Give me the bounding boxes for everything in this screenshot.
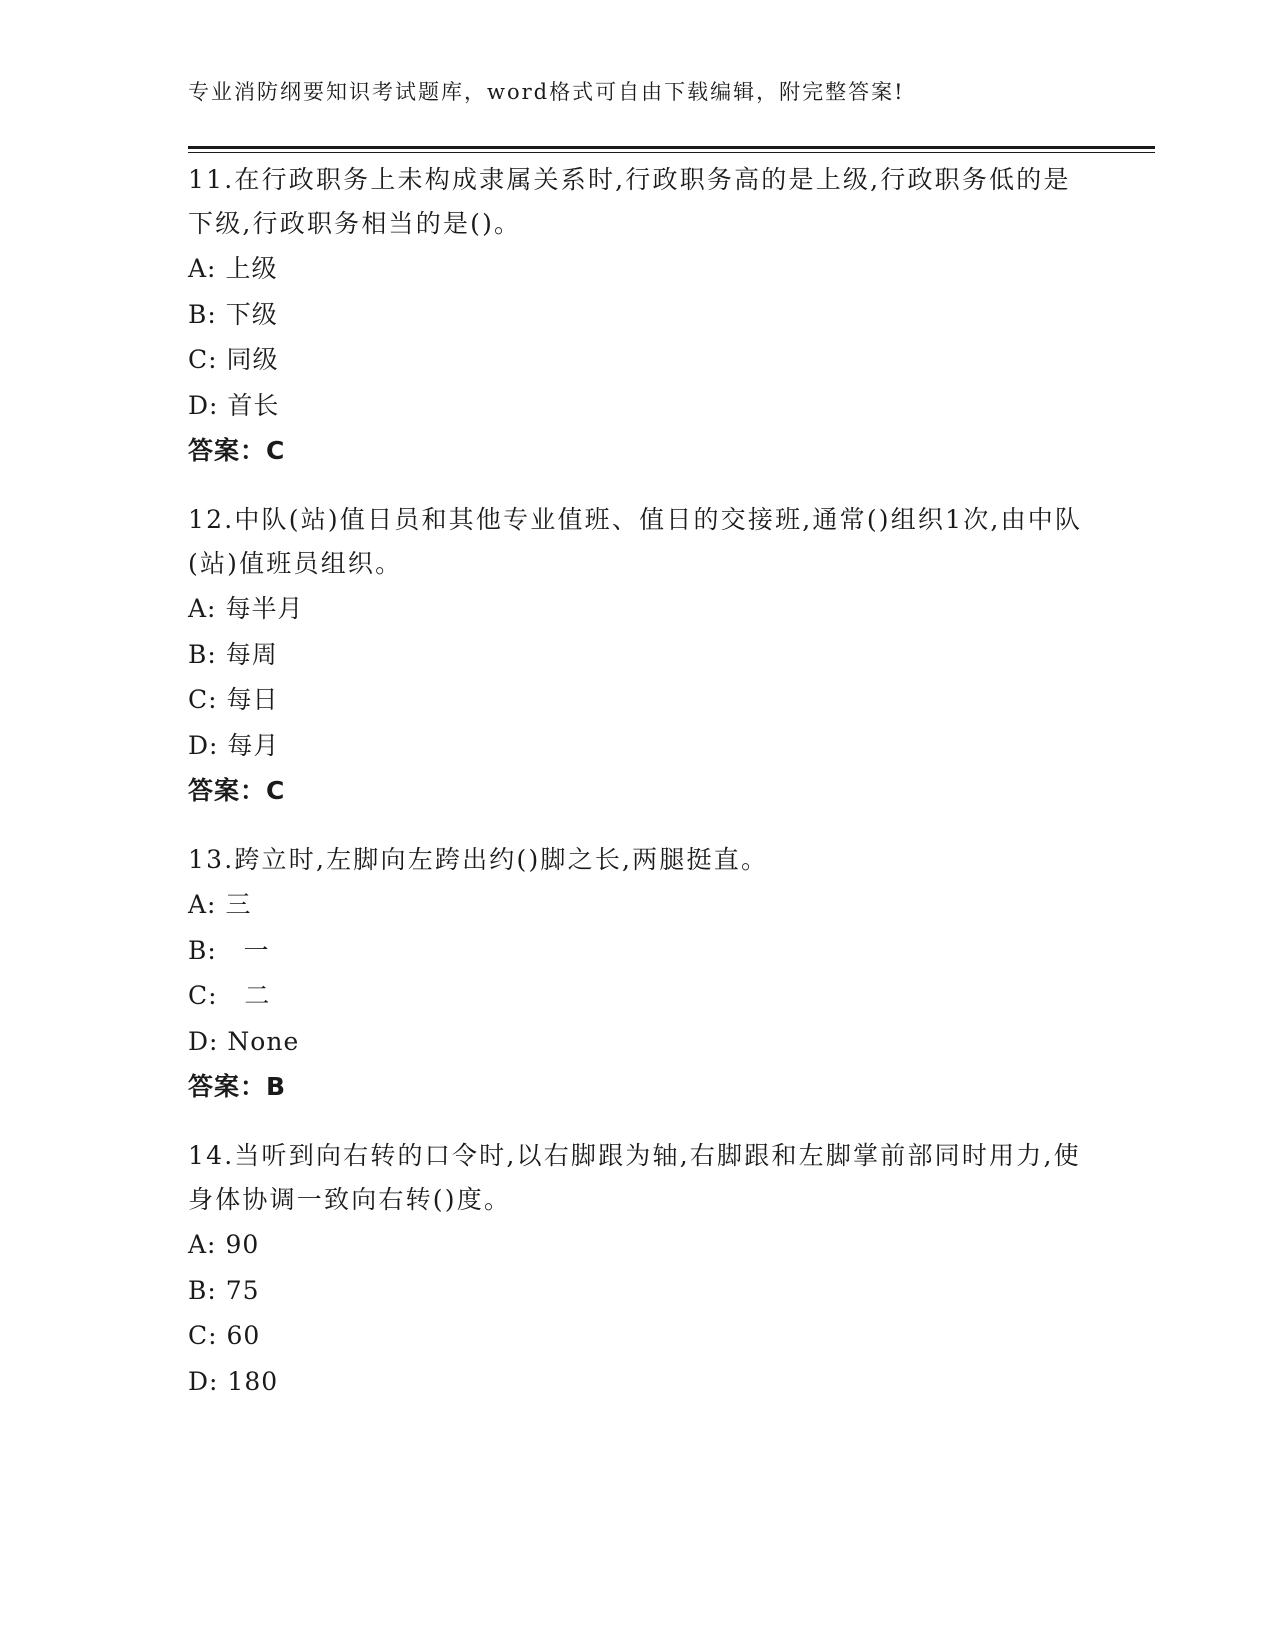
question-stem: 12.中队(站)值日员和其他专业值班、值日的交接班,通常()组织1次,由中队(站)值班员组织。 (188, 505, 1083, 578)
option-d (188, 1359, 1088, 1405)
option-text: 一 (225, 935, 270, 965)
question-13 (188, 838, 1088, 1110)
option-text: 上级 (225, 254, 278, 283)
option-key: C: (188, 345, 218, 374)
option-c (188, 973, 1088, 1019)
option-c (188, 337, 1088, 383)
option-text: 首长 (227, 390, 280, 420)
option-text: 75 (225, 1275, 260, 1305)
option-key: D: (188, 1026, 219, 1056)
option-b (188, 632, 1088, 678)
option-key: A: (188, 890, 217, 919)
document-header: 专业消防纲要知识考试题库，word格式可自由下载编辑，附完整答案! (188, 80, 905, 104)
question-14 (188, 1134, 1088, 1404)
option-key: A: (188, 254, 217, 283)
answer-line: 答案：C (188, 776, 286, 805)
option-a (188, 1222, 1088, 1268)
option-d (188, 383, 1088, 429)
option-a (188, 246, 1088, 292)
option-key: B: (188, 1275, 217, 1305)
option-text: None (227, 1026, 300, 1056)
option-b (188, 928, 1088, 974)
question-list (188, 158, 1088, 1428)
option-key: B: (188, 935, 217, 965)
option-c (188, 677, 1088, 723)
header-rule-thin (188, 152, 1155, 153)
option-text: 60 (226, 1321, 261, 1350)
option-text: 每周 (225, 639, 278, 669)
option-key: A: (188, 1230, 217, 1259)
option-text: 同级 (226, 345, 279, 374)
header-rule-thick (188, 146, 1155, 149)
question-12 (188, 498, 1088, 814)
option-key: A: (188, 594, 217, 623)
option-text: 每月 (227, 730, 280, 760)
option-text: 180 (227, 1366, 279, 1396)
option-key: C: (188, 685, 218, 714)
question-stem: 11.在行政职务上未构成隶属关系时,行政职务高的是上级,行政职务低的是下级,行政职务相当的是()。 (188, 165, 1071, 238)
option-text: 下级 (225, 299, 278, 329)
option-key: D: (188, 730, 219, 760)
option-key: C: (188, 981, 218, 1010)
question-11 (188, 158, 1088, 474)
option-key: D: (188, 1366, 219, 1396)
option-b (188, 292, 1088, 338)
option-d (188, 723, 1088, 769)
option-d (188, 1019, 1088, 1065)
option-c (188, 1313, 1088, 1359)
option-text: 三 (225, 890, 252, 919)
option-text: 90 (225, 1230, 260, 1259)
option-b (188, 1268, 1088, 1314)
answer-line: 答案：B (188, 1072, 287, 1101)
option-a (188, 882, 1088, 928)
option-text: 二 (226, 981, 271, 1010)
answer-line: 答案：C (188, 436, 286, 465)
option-key: D: (188, 390, 219, 420)
question-stem: 14.当听到向右转的口令时,以右脚跟为轴,右脚跟和左脚掌前部同时用力,使身体协调一致向右转()度。 (188, 1141, 1081, 1214)
option-text: 每半月 (225, 594, 304, 623)
option-key: C: (188, 1321, 218, 1350)
option-text: 每日 (226, 685, 279, 714)
option-key: B: (188, 639, 217, 669)
option-a (188, 586, 1088, 632)
option-key: B: (188, 299, 217, 329)
question-stem: 13.跨立时,左脚向左跨出约()脚之长,两腿挺直。 (188, 845, 769, 874)
